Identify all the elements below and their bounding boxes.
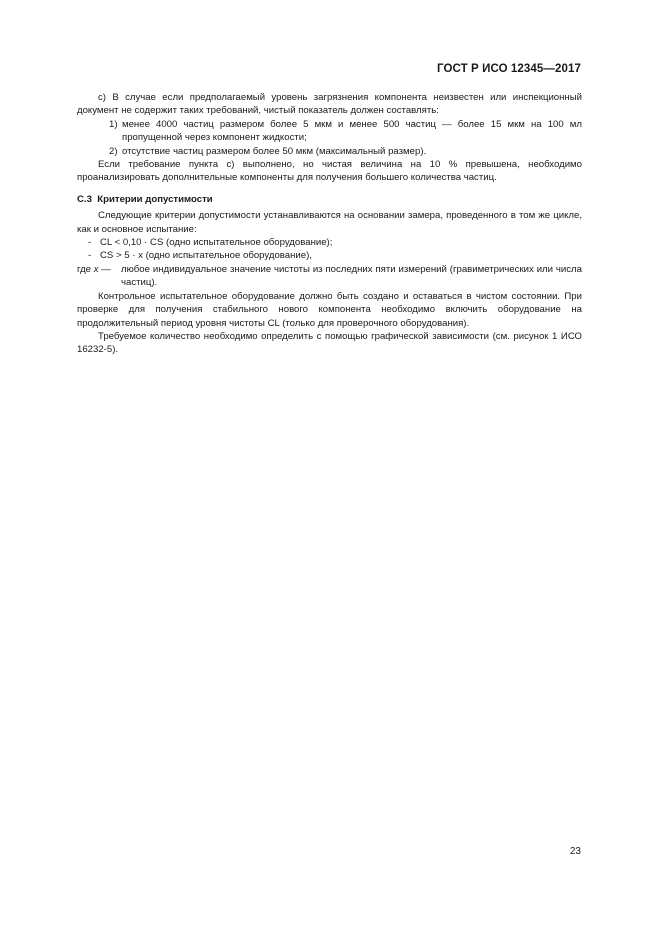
- criteria-text: CL < 0,10 · CS (одно испытательное оборудование);: [100, 237, 333, 249]
- list-item: [77, 118, 582, 145]
- criteria-item: [77, 249, 582, 262]
- list-item-text: отсутствие частиц размером более 50 мкм (максимальный размер).: [122, 145, 427, 157]
- criteria-dash: -: [88, 237, 92, 249]
- paragraph-control: Контрольное испытательное оборудование должно быть создано и оставаться в чистом состоянии. При проверке для получения стабильного нового компонента необходимо включить оборудование на продолжительный период уровня чистоты CL (только для проверочного оборудования).: [77, 290, 582, 329]
- criteria-item: [77, 236, 582, 249]
- where-symbol: x: [93, 263, 99, 275]
- where-dash: —: [101, 263, 111, 275]
- where-prefix: где: [77, 263, 92, 275]
- page-content: [77, 91, 582, 357]
- where-label: [77, 263, 118, 290]
- paragraph-after-list: Если требование пункта с) выполнено, но чистая величина на 10 % превышена, необходимо проанализировать дополнительные компоненты для получения большего количества частиц.: [77, 159, 582, 184]
- paragraph-required: Требуемое количество необходимо определить с помощью графической зависимости (см. рисунок 1 ИСО 16232-5).: [77, 330, 582, 356]
- criteria-text: CS > 5 · x (одно испытательное оборудование),: [100, 250, 312, 262]
- list-item-number: 1): [109, 118, 118, 130]
- paragraph-c: с) В случае если предполагаемый уровень загрязнения компонента неизвестен или инспекционный документ не содержит таких требований, чистый показатель должен составлять:: [77, 92, 582, 117]
- criteria-intro: Следующие критерии допустимости устанавливаются на основании замера, проведенного в том же цикле, как и основное испытание:: [77, 210, 582, 235]
- criteria-dash: -: [88, 250, 92, 262]
- page-number: 23: [569, 846, 581, 857]
- section-heading: [77, 193, 582, 206]
- standard-header: ГОСТ Р ИСО 12345—2017: [436, 63, 581, 75]
- where-definition: [77, 263, 582, 290]
- list-item: [77, 145, 582, 158]
- list-item-text: менее 4000 частиц размером более 5 мкм и менее 500 частиц — более 15 мкм на 100 мл пропущенной через компонент жидкости;: [122, 118, 582, 144]
- section-title: Критерии допустимости: [97, 193, 213, 205]
- section-number: C.3: [77, 193, 92, 205]
- where-text: любое индивидуальное значение чистоты из последних пяти измерений (гравиметрических или числа частиц).: [121, 263, 582, 289]
- list-item-number: 2): [109, 145, 118, 157]
